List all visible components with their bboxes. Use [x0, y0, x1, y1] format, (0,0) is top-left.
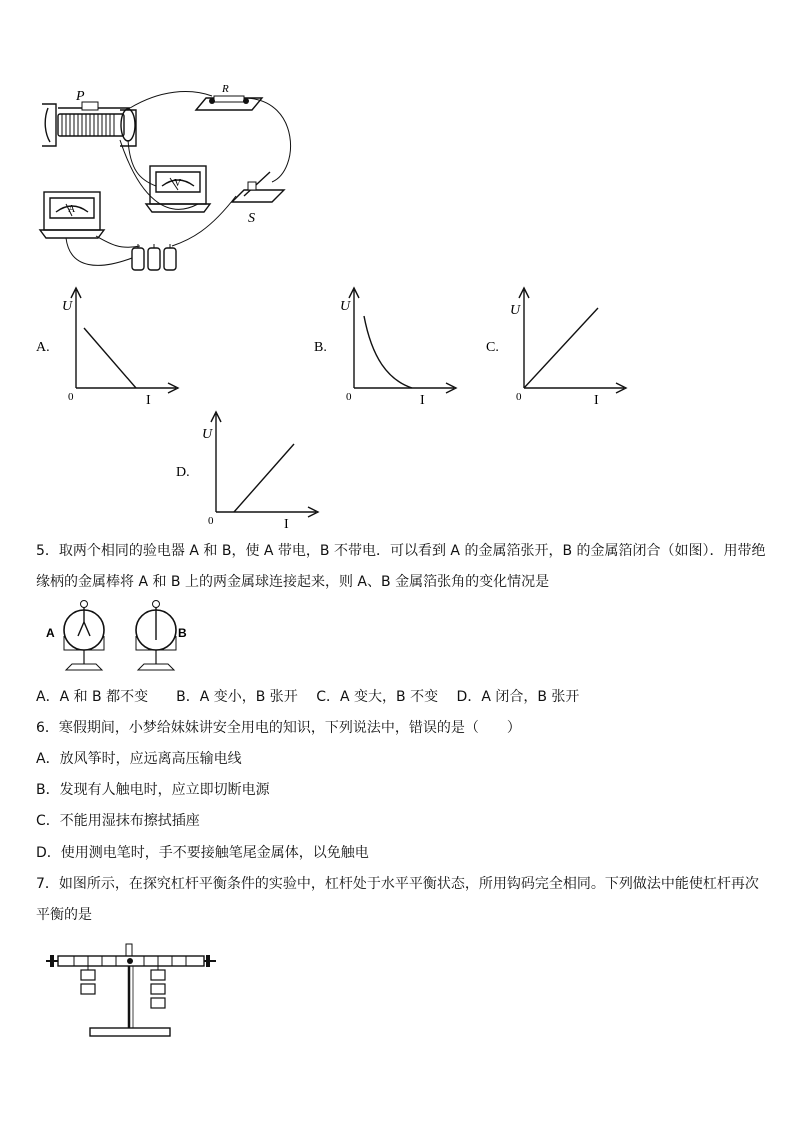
option-c-origin: 0	[516, 391, 522, 403]
option-c-xlabel: I	[594, 393, 599, 408]
option-a-xlabel: I	[146, 393, 151, 408]
option-b-xlabel: I	[420, 393, 425, 408]
option-d-ylabel: U	[202, 427, 213, 442]
ammeter-label: A	[68, 204, 76, 215]
q6-option-b: B．发现有人触电时，应立即切断电源	[36, 782, 270, 798]
option-d-origin: 0	[208, 515, 214, 527]
option-d-letter: D.	[176, 465, 190, 480]
option-a-letter: A.	[36, 340, 50, 355]
option-d-xlabel: I	[284, 517, 289, 532]
option-a-origin: 0	[68, 391, 74, 403]
q6-option-d: D．使用测电笔时，手不要接触笔尾金属体，以免触电	[36, 845, 369, 861]
option-c-ylabel: U	[510, 303, 521, 318]
q7-stem-line2: 平衡的是	[36, 907, 92, 923]
label-r: R	[222, 83, 229, 95]
q6-option-a: A．放风筝时，应远离高压输电线	[36, 751, 242, 767]
q6-stem: 6．寒假期间，小梦给妹妹讲安全用电的知识，下列说法中，错误的是（ ）	[36, 720, 521, 736]
option-c-letter: C.	[486, 340, 499, 355]
q6-option-c: C．不能用湿抹布擦拭插座	[36, 813, 200, 829]
option-b-ylabel: U	[340, 299, 351, 314]
option-a-ylabel: U	[62, 299, 73, 314]
voltmeter-label: V	[174, 178, 182, 189]
option-b-letter: B.	[314, 340, 327, 355]
label-s: S	[248, 211, 255, 226]
option-b-origin: 0	[346, 391, 352, 403]
q5-options: A．A 和 B 都不变 B．A 变小，B 张开 C．A 变大，B 不变 D．A 闭合，B 张开	[36, 689, 580, 705]
label-p: P	[76, 89, 85, 104]
electroscope-b-label: B	[178, 626, 187, 640]
q5-stem-line1: 5．取两个相同的验电器 A 和 B，使 A 带电，B 不带电．可以看到 A 的金属箔张开，B 的金属箔闭合（如图）．用带绝	[36, 543, 766, 559]
q7-stem-line1: 7．如图所示，在探究杠杆平衡条件的实验中，杠杆处于水平平衡状态，所用钩码完全相同。下列做法中能使杠杆再次	[36, 876, 759, 892]
electroscope-a-label: A	[46, 626, 55, 640]
q5-stem-line2: 缘柄的金属棒将 A 和 B 上的两金属球连接起来，则 A、B 金属箔张角的变化情况是	[36, 574, 550, 590]
